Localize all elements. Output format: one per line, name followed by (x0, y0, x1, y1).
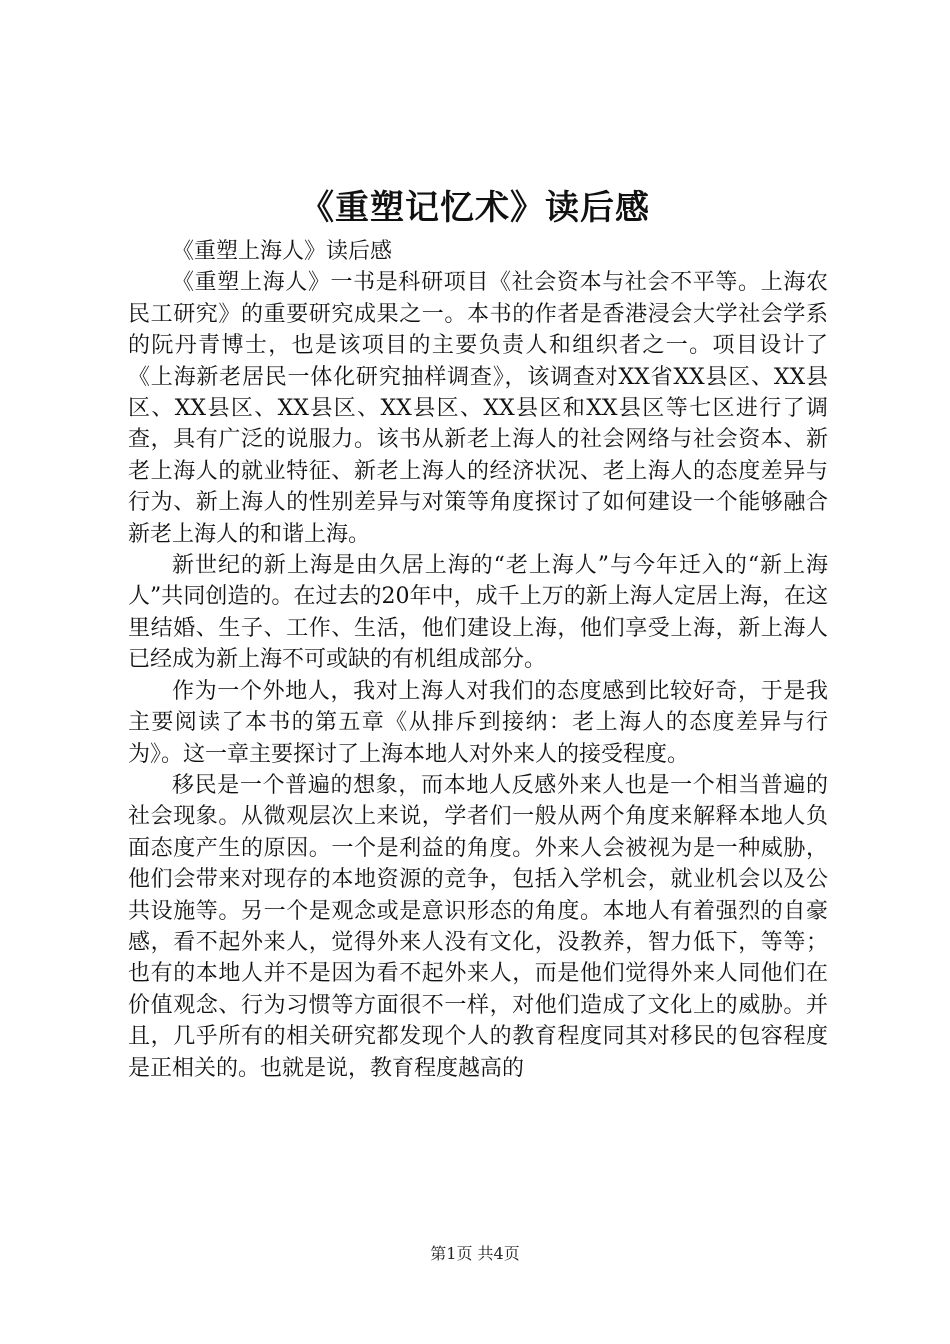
paragraph-new-shanghai: 新世纪的新上海是由久居上海的“老上海人”与今年迁入的“新上海人”共同创造的。在过去的20年中，成千上万的新上海人定居上海，在这里结婚、生子、工作、生活，他们建设上海，他们享受上海，新上海人已经成为新上海不可或缺的有机组成部分。 (128, 553, 828, 673)
document-body (128, 236, 828, 1084)
paragraph-outsider: 作为一个外地人，我对上海人对我们的态度感到比较好奇，于是我主要阅读了本书的第五章《从排斥到接纳：老上海人的态度差异与行为》。这一章主要探讨了上海本地人对外来人的接受程度。 (128, 678, 828, 767)
document-title: 《重塑记忆术》读后感 (300, 188, 650, 228)
paragraph-intro: 《重塑上海人》一书是科研项目《社会资本与社会不平等。上海农民工研究》的重要研究成果之一。本书的作者是香港浸会大学社会学系的阮丹青博士，也是该项目的主要负责人和组织者之一。项目设计了《上海新老居民一体化研究抽样调查》，该调查对XX省XX县区、XX县区、XX县区、XX县区、XX县区、XX县区和XX县区等七区进行了调查，具有广泛的说服力。该书从新老上海人的社会网络与社会资本、新老上海人的就业特征、新老上海人的经济状况、老上海人的态度差异与行为、新上海人的性别差异与对策等角度探讨了如何建设一个能够融合新老上海人的和谐上海。 (128, 270, 828, 547)
page-footer: 第1页 共4页 (430, 1244, 520, 1263)
paragraph-subtitle: 《重塑上海人》读后感 (172, 239, 393, 264)
paragraph-migration: 移民是一个普遍的想象，而本地人反感外来人也是一个相当普遍的社会现象。从微观层次上来说，学者们一般从两个角度来解释本地人负面态度产生的原因。一个是利益的角度。外来人会被视为是一种威胁，他们会带来对现存的本地资源的竞争，包括入学机会，就业机会以及公共设施等。另一个是观念或是意识形态的角度。本地人有着强烈的自豪感，看不起外来人，觉得外来人没有文化，没教养，智力低下，等等；也有的本地人并不是因为看不起外来人，而是他们觉得外来人同他们在价值观念、行为习惯等方面很不一样，对他们造成了文化上的威胁。并且，几乎所有的相关研究都发现个人的教育程度同其对移民的包容程度是正相关的。也就是说，教育程度越高的 (128, 772, 828, 1081)
